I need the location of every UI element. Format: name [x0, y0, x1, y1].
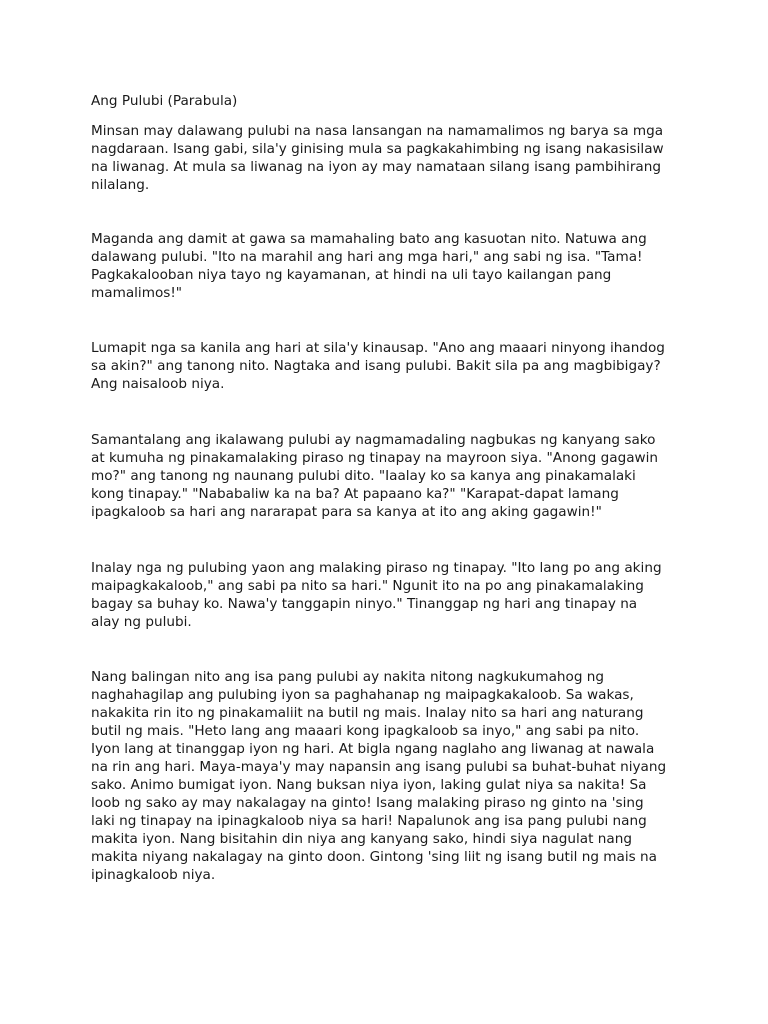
text-line: Samantalang ang ikalawang pulubi ay nagmamadaling nagbukas ng kanyang sako — [91, 432, 656, 448]
paragraph-3 — [91, 339, 731, 393]
text-line: Nang balingan nito ang isa pang pulubi ay nakita nitong nagkukumahog ng — [91, 669, 605, 685]
paragraph-4 — [91, 431, 731, 521]
text-line: nilalang. — [91, 177, 150, 193]
text-line: butil ng mais. "Heto lang ang maaari kong ipagkaloob sa inyo," ang sabi pa nito. — [91, 723, 640, 739]
text-line: Ang naisaloob niya. — [91, 376, 225, 392]
text-line: naghahagilap ang pulubing iyon sa paghahanap ng maipagkakaloob. Sa wakas, — [91, 687, 634, 703]
text-line: Maganda ang damit at gawa sa mamahaling bato ang kasuotan nito. Natuwa ang — [91, 231, 647, 247]
text-line: mo?" ang tanong ng naunang pulubi dito. "Iaalay ko sa kanya ang pinakamalaki — [91, 468, 636, 484]
text-line: ipinagkaloob niya. — [91, 867, 216, 883]
text-line: sa akin?" ang tanong nito. Nagtaka and isang pulubi. Bakit sila pa ang magbibigay? — [91, 358, 661, 374]
text-line: bagay sa buhay ko. Nawa'y tanggapin ninyo." Tinanggap ng hari ang tinapay na — [91, 596, 638, 612]
text-line: nagdaraan. Isang gabi, sila'y ginising mula sa pagkakahimbing ng isang nakasisilaw — [91, 141, 664, 157]
text-line: makita niyang nakalagay na ginto doon. Gintong 'sing liit ng isang butil ng mais na — [91, 849, 657, 865]
paragraph-1 — [91, 122, 731, 194]
text-line: Pagkakalooban niya tayo ng kayamanan, at hindi na uli tayo kailangan pang — [91, 267, 612, 283]
text-line: Lumapit nga sa kanila ang hari at sila'y kinausap. "Ano ang maaari ninyong ihandog — [91, 340, 665, 356]
text-line: at kumuha ng pinakamalaking piraso ng tinapay na mayroon siya. "Anong gagawin — [91, 450, 659, 466]
text-line: Inalay nga ng pulubing yaon ang malaking piraso ng tinapay. "Ito lang po ang aking — [91, 560, 662, 576]
text-line: na liwanag. At mula sa liwanag na iyon ay may namataan silang isang pambihirang — [91, 159, 661, 175]
text-line: laki ng tinapay na ipinagkaloob niya sa hari! Napalunok ang isa pang pulubi nang — [91, 813, 647, 829]
text-line: mamalimos!" — [91, 285, 183, 301]
text-line: maipagkakaloob," ang sabi pa nito sa hari." Ngunit ito na po ang pinakamalaking — [91, 578, 644, 594]
document-title: Ang Pulubi (Parabula) — [91, 93, 238, 109]
paragraph-2 — [91, 230, 731, 302]
text-line: kong tinapay." "Nababaliw ka na ba? At papaano ka?" "Karapat-dapat lamang — [91, 486, 619, 502]
text-line: loob ng sako ay may nakalagay na ginto! Isang malaking piraso ng ginto na 'sing — [91, 795, 644, 811]
paragraph-5 — [91, 559, 731, 631]
text-line: dalawang pulubi. "Ito na marahil ang hari ang mga hari," ang sabi ng isa. "Tama! — [91, 249, 643, 265]
text-line: nakakita rin ito ng pinakamaliit na butil ng mais. Inalay nito sa hari ang naturang — [91, 705, 644, 721]
text-line: makita iyon. Nang bisitahin din niya ang kanyang sako, hindi siya nagulat nang — [91, 831, 632, 847]
text-line: Iyon lang at tinanggap iyon ng hari. At bigla ngang naglaho ang liwanag at nawala — [91, 741, 655, 757]
text-line: sako. Animo bumigat iyon. Nang buksan niya iyon, laking gulat niya sa nakita! Sa — [91, 777, 647, 793]
text-line: alay ng pulubi. — [91, 614, 192, 630]
text-line: ipagkaloob sa hari ang nararapat para sa kanya at ito ang aking gagawin!" — [91, 504, 602, 520]
text-line: Minsan may dalawang pulubi na nasa lansangan na namamalimos ng barya sa mga — [91, 123, 664, 139]
paragraph-6 — [91, 668, 731, 884]
text-line: na rin ang hari. Maya-maya'y may napansin ang isang pulubi sa buhat-buhat niyang — [91, 759, 667, 775]
